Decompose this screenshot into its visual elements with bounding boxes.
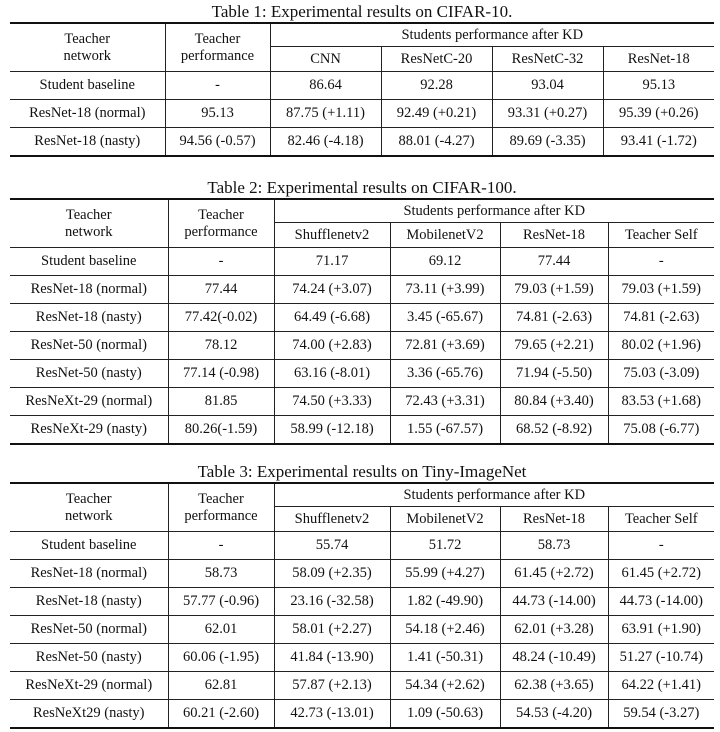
teacher-cell: ResNeXt-29 (normal) (10, 388, 168, 416)
teacher-cell: ResNet-18 (normal) (10, 560, 168, 588)
value-cell: 41.84 (-13.90) (274, 644, 390, 672)
student-column-header: ResNet-18 (500, 507, 608, 532)
teacher-cell: ResNeXt-29 (normal) (10, 672, 168, 700)
value-cell: 77.44 (500, 248, 608, 276)
value-cell: 95.39 (+0.26) (603, 100, 714, 128)
perf-cell: - (168, 248, 274, 276)
value-cell: 44.73 (-14.00) (608, 588, 714, 616)
student-column-header: Teacher Self (608, 507, 714, 532)
value-cell: 58.09 (+2.35) (274, 560, 390, 588)
table-2 (10, 178, 714, 445)
value-cell: 54.53 (-4.20) (500, 700, 608, 729)
value-cell: - (608, 532, 714, 560)
perf-cell: - (165, 72, 270, 100)
value-cell: 71.94 (-5.50) (500, 360, 608, 388)
value-cell: 95.13 (603, 72, 714, 100)
value-cell: 62.01 (+3.28) (500, 616, 608, 644)
student-column-header: Teacher Self (608, 223, 714, 248)
teacher-cell: ResNet-18 (nasty) (10, 128, 165, 157)
teacher-cell: ResNet-50 (normal) (10, 332, 168, 360)
value-cell: 1.09 (-50.63) (390, 700, 500, 729)
perf-cell: 95.13 (165, 100, 270, 128)
student-column-header: MobilenetV2 (390, 507, 500, 532)
table-row (10, 332, 714, 360)
value-cell: 79.03 (+1.59) (500, 276, 608, 304)
teacher-network-header: Teacher network (10, 199, 168, 248)
table-row (10, 644, 714, 672)
value-cell: 79.65 (+2.21) (500, 332, 608, 360)
value-cell: 61.45 (+2.72) (500, 560, 608, 588)
value-cell: 83.53 (+1.68) (608, 388, 714, 416)
value-cell: 64.22 (+1.41) (608, 672, 714, 700)
perf-cell: 57.77 (-0.96) (168, 588, 274, 616)
value-cell: 82.46 (-4.18) (270, 128, 381, 157)
value-cell: 54.34 (+2.62) (390, 672, 500, 700)
value-cell: 55.99 (+4.27) (390, 560, 500, 588)
value-cell: 86.64 (270, 72, 381, 100)
value-cell: 48.24 (-10.49) (500, 644, 608, 672)
table-row (10, 100, 714, 128)
teacher-cell: ResNet-18 (normal) (10, 100, 165, 128)
value-cell: 93.41 (-1.72) (603, 128, 714, 157)
student-column-header: MobilenetV2 (390, 223, 500, 248)
perf-cell: 77.42(-0.02) (168, 304, 274, 332)
table-row (10, 276, 714, 304)
table-1 (10, 2, 714, 157)
value-cell: 74.50 (+3.33) (274, 388, 390, 416)
table-row (10, 248, 714, 276)
value-cell: 61.45 (+2.72) (608, 560, 714, 588)
value-cell: 58.73 (500, 532, 608, 560)
teacher-cell: ResNet-18 (nasty) (10, 304, 168, 332)
value-cell: 68.52 (-8.92) (500, 416, 608, 445)
table-row (10, 532, 714, 560)
value-cell: 55.74 (274, 532, 390, 560)
teacher-cell: ResNet-18 (normal) (10, 276, 168, 304)
value-cell: 1.82 (-49.90) (390, 588, 500, 616)
teacher-performance-header: Teacher performance (168, 483, 274, 532)
value-cell: 87.75 (+1.11) (270, 100, 381, 128)
table-row (10, 588, 714, 616)
value-cell: 59.54 (-3.27) (608, 700, 714, 729)
teacher-performance-header: Teacher performance (168, 199, 274, 248)
perf-cell: 60.06 (-1.95) (168, 644, 274, 672)
table-row (10, 700, 714, 729)
perf-cell: - (168, 532, 274, 560)
table-row (10, 128, 714, 157)
value-cell: 79.03 (+1.59) (608, 276, 714, 304)
teacher-network-header: Teacher network (10, 483, 168, 532)
perf-cell: 81.85 (168, 388, 274, 416)
value-cell: 80.84 (+3.40) (500, 388, 608, 416)
value-cell: 74.81 (-2.63) (608, 304, 714, 332)
student-column-header: Shufflenetv2 (274, 507, 390, 532)
value-cell: 57.87 (+2.13) (274, 672, 390, 700)
perf-cell: 94.56 (-0.57) (165, 128, 270, 157)
teacher-cell: ResNet-50 (nasty) (10, 360, 168, 388)
value-cell: 88.01 (-4.27) (381, 128, 492, 157)
value-cell: 63.91 (+1.90) (608, 616, 714, 644)
perf-cell: 62.81 (168, 672, 274, 700)
value-cell: 3.45 (-65.67) (390, 304, 500, 332)
value-cell: 72.43 (+3.31) (390, 388, 500, 416)
table-3 (10, 462, 714, 729)
value-cell: 42.73 (-13.01) (274, 700, 390, 729)
table-row (10, 360, 714, 388)
student-column-header: CNN (270, 47, 381, 72)
value-cell: 71.17 (274, 248, 390, 276)
perf-cell: 78.12 (168, 332, 274, 360)
value-cell: 74.81 (-2.63) (500, 304, 608, 332)
students-group-header: Students performance after KD (270, 23, 714, 47)
value-cell: 89.69 (-3.35) (492, 128, 603, 157)
value-cell: 63.16 (-8.01) (274, 360, 390, 388)
student-column-header: Shufflenetv2 (274, 223, 390, 248)
students-group-header: Students performance after KD (274, 199, 714, 223)
teacher-cell: Student baseline (10, 532, 168, 560)
table-row (10, 672, 714, 700)
value-cell: 93.04 (492, 72, 603, 100)
perf-cell: 58.73 (168, 560, 274, 588)
teacher-cell: Student baseline (10, 72, 165, 100)
table-row (10, 72, 714, 100)
value-cell: 72.81 (+3.69) (390, 332, 500, 360)
table-row (10, 304, 714, 332)
student-column-header: ResNetC-20 (381, 47, 492, 72)
results-table (10, 198, 714, 445)
table-row (10, 416, 714, 445)
value-cell: 62.38 (+3.65) (500, 672, 608, 700)
table-row (10, 560, 714, 588)
value-cell: 23.16 (-32.58) (274, 588, 390, 616)
teacher-cell: ResNet-50 (nasty) (10, 644, 168, 672)
perf-cell: 60.21 (-2.60) (168, 700, 274, 729)
teacher-cell: ResNeXt29 (nasty) (10, 700, 168, 729)
value-cell: 44.73 (-14.00) (500, 588, 608, 616)
value-cell: 69.12 (390, 248, 500, 276)
value-cell: 74.00 (+2.83) (274, 332, 390, 360)
table-caption: Table 3: Experimental results on Tiny-ImageNet (197, 462, 527, 481)
results-table (10, 22, 714, 157)
teacher-cell: Student baseline (10, 248, 168, 276)
perf-cell: 77.14 (-0.98) (168, 360, 274, 388)
table-caption: Table 1: Experimental results on CIFAR-10. (211, 2, 513, 21)
value-cell: 58.01 (+2.27) (274, 616, 390, 644)
student-column-header: ResNet-18 (603, 47, 714, 72)
teacher-performance-header: Teacher performance (165, 23, 270, 72)
value-cell: 80.02 (+1.96) (608, 332, 714, 360)
value-cell: 64.49 (-6.68) (274, 304, 390, 332)
table-caption: Table 2: Experimental results on CIFAR-100. (207, 178, 517, 197)
value-cell: 51.72 (390, 532, 500, 560)
value-cell: - (608, 248, 714, 276)
table-row (10, 616, 714, 644)
value-cell: 58.99 (-12.18) (274, 416, 390, 445)
teacher-network-header: Teacher network (10, 23, 165, 72)
results-table (10, 482, 714, 729)
value-cell: 75.03 (-3.09) (608, 360, 714, 388)
perf-cell: 80.26(-1.59) (168, 416, 274, 445)
perf-cell: 62.01 (168, 616, 274, 644)
student-column-header: ResNetC-32 (492, 47, 603, 72)
value-cell: 1.41 (-50.31) (390, 644, 500, 672)
value-cell: 92.28 (381, 72, 492, 100)
value-cell: 74.24 (+3.07) (274, 276, 390, 304)
value-cell: 93.31 (+0.27) (492, 100, 603, 128)
value-cell: 73.11 (+3.99) (390, 276, 500, 304)
table-row (10, 388, 714, 416)
teacher-cell: ResNeXt-29 (nasty) (10, 416, 168, 445)
value-cell: 54.18 (+2.46) (390, 616, 500, 644)
teacher-cell: ResNet-50 (normal) (10, 616, 168, 644)
value-cell: 3.36 (-65.76) (390, 360, 500, 388)
value-cell: 75.08 (-6.77) (608, 416, 714, 445)
value-cell: 1.55 (-67.57) (390, 416, 500, 445)
perf-cell: 77.44 (168, 276, 274, 304)
teacher-cell: ResNet-18 (nasty) (10, 588, 168, 616)
students-group-header: Students performance after KD (274, 483, 714, 507)
value-cell: 51.27 (-10.74) (608, 644, 714, 672)
value-cell: 92.49 (+0.21) (381, 100, 492, 128)
student-column-header: ResNet-18 (500, 223, 608, 248)
